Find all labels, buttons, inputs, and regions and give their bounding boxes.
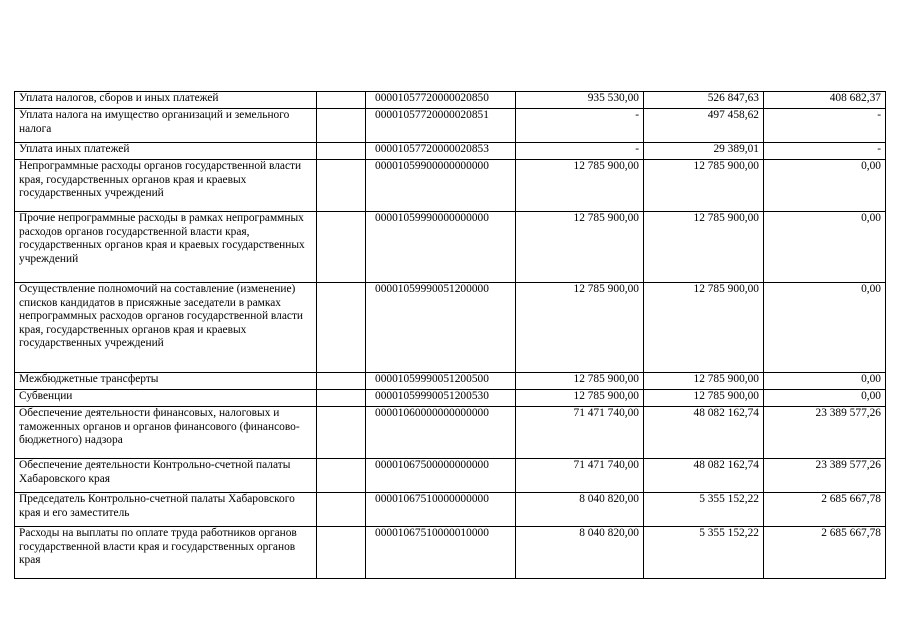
row-value-3: - xyxy=(764,143,886,160)
table-row xyxy=(15,160,886,212)
row-value-3: 0,00 xyxy=(764,283,886,373)
empty-cell xyxy=(317,283,366,373)
row-name: Обеспечение деятельности финансовых, налоговых и таможенных органов и органов финансового (финансово-бюджетного) надзора xyxy=(15,407,317,459)
row-value-2: 12 785 900,00 xyxy=(644,390,764,407)
table-row xyxy=(15,143,886,160)
empty-cell xyxy=(317,92,366,109)
row-code: 00001060000000000000 xyxy=(366,407,516,459)
row-value-2: 12 785 900,00 xyxy=(644,373,764,390)
table-row xyxy=(15,283,886,373)
row-value-3: 23 389 577,26 xyxy=(764,407,886,459)
row-name: Расходы на выплаты по оплате труда работников органов государственной власти края и государственных органов края xyxy=(15,527,317,579)
row-value-2: 48 082 162,74 xyxy=(644,407,764,459)
row-code: 00001059990051200000 xyxy=(366,283,516,373)
row-value-3: 23 389 577,26 xyxy=(764,459,886,493)
row-code: 00001059990000000000 xyxy=(366,212,516,283)
empty-cell xyxy=(317,160,366,212)
row-code: 00001059990051200530 xyxy=(366,390,516,407)
row-value-1: - xyxy=(516,143,644,160)
row-name: Прочие непрограммные расходы в рамках непрограммных расходов органов государственной власти края, государственных органов края и краевых государственных учреждений xyxy=(15,212,317,283)
table-row xyxy=(15,109,886,143)
row-value-1: 71 471 740,00 xyxy=(516,459,644,493)
empty-cell xyxy=(317,459,366,493)
table-row xyxy=(15,527,886,579)
row-value-2: 48 082 162,74 xyxy=(644,459,764,493)
row-name: Субвенции xyxy=(15,390,317,407)
row-value-2: 497 458,62 xyxy=(644,109,764,143)
row-code: 00001059990051200500 xyxy=(366,373,516,390)
row-value-1: 12 785 900,00 xyxy=(516,212,644,283)
row-value-3: 0,00 xyxy=(764,373,886,390)
empty-cell xyxy=(317,390,366,407)
row-name: Обеспечение деятельности Контрольно-счетной палаты Хабаровского края xyxy=(15,459,317,493)
row-code: 00001067500000000000 xyxy=(366,459,516,493)
row-value-1: 12 785 900,00 xyxy=(516,390,644,407)
row-code: 00001057720000020850 xyxy=(366,92,516,109)
row-name: Председатель Контрольно-счетной палаты Хабаровского края и его заместитель xyxy=(15,493,317,527)
table-row xyxy=(15,493,886,527)
row-value-2: 29 389,01 xyxy=(644,143,764,160)
empty-cell xyxy=(317,407,366,459)
table-row xyxy=(15,459,886,493)
row-value-1: 12 785 900,00 xyxy=(516,160,644,212)
empty-cell xyxy=(317,493,366,527)
row-code: 00001067510000010000 xyxy=(366,527,516,579)
empty-cell xyxy=(317,143,366,160)
row-value-1: 935 530,00 xyxy=(516,92,644,109)
row-value-3: - xyxy=(764,109,886,143)
row-value-1: 12 785 900,00 xyxy=(516,283,644,373)
table-row xyxy=(15,212,886,283)
empty-cell xyxy=(317,109,366,143)
row-value-3: 0,00 xyxy=(764,212,886,283)
row-name: Уплата налога на имущество организаций и земельного налога xyxy=(15,109,317,143)
row-value-2: 12 785 900,00 xyxy=(644,283,764,373)
row-value-2: 5 355 152,22 xyxy=(644,493,764,527)
empty-cell xyxy=(317,212,366,283)
row-name: Непрограммные расходы органов государственной власти края, государственных органов края и краевых государственных учреждений xyxy=(15,160,317,212)
table-row xyxy=(15,407,886,459)
table-row xyxy=(15,92,886,109)
row-code: 00001057720000020851 xyxy=(366,109,516,143)
row-value-1: - xyxy=(516,109,644,143)
row-value-2: 5 355 152,22 xyxy=(644,527,764,579)
empty-cell xyxy=(317,373,366,390)
row-value-2: 12 785 900,00 xyxy=(644,160,764,212)
row-value-2: 12 785 900,00 xyxy=(644,212,764,283)
table-row xyxy=(15,373,886,390)
row-name: Осуществление полномочий на составление (изменение) списков кандидатов в присяжные заседатели в рамках непрограммных расходов органов государственной власти края, государственных органов края и краевых государственных учреждений xyxy=(15,283,317,373)
row-name: Уплата иных платежей xyxy=(15,143,317,160)
row-code: 00001067510000000000 xyxy=(366,493,516,527)
row-code: 00001057720000020853 xyxy=(366,143,516,160)
row-value-1: 8 040 820,00 xyxy=(516,493,644,527)
row-value-2: 526 847,63 xyxy=(644,92,764,109)
row-value-1: 8 040 820,00 xyxy=(516,527,644,579)
row-value-3: 408 682,37 xyxy=(764,92,886,109)
row-value-3: 0,00 xyxy=(764,390,886,407)
row-name: Уплата налогов, сборов и иных платежей xyxy=(15,92,317,109)
row-name: Межбюджетные трансферты xyxy=(15,373,317,390)
table-row xyxy=(15,390,886,407)
budget-table xyxy=(14,91,886,579)
row-code: 00001059900000000000 xyxy=(366,160,516,212)
row-value-3: 0,00 xyxy=(764,160,886,212)
row-value-1: 71 471 740,00 xyxy=(516,407,644,459)
row-value-1: 12 785 900,00 xyxy=(516,373,644,390)
empty-cell xyxy=(317,527,366,579)
row-value-3: 2 685 667,78 xyxy=(764,527,886,579)
row-value-3: 2 685 667,78 xyxy=(764,493,886,527)
